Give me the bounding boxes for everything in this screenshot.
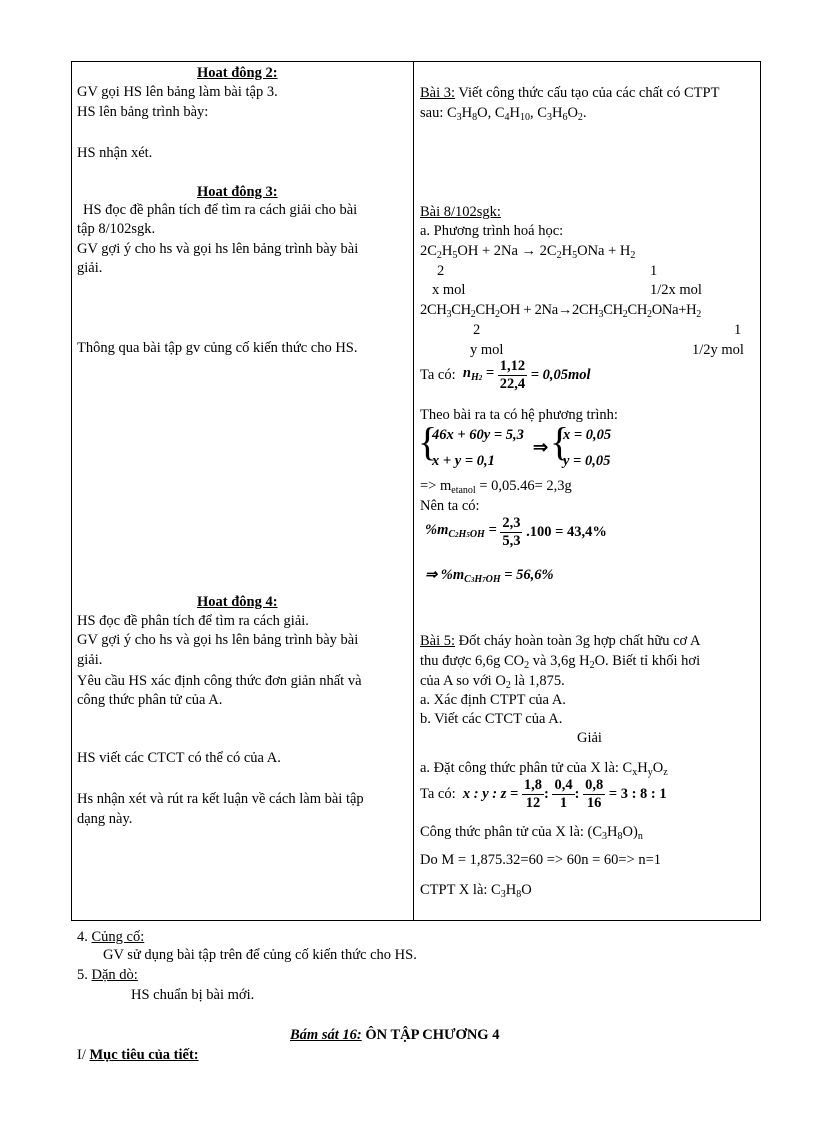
objectives-heading: I/ Mục tiêu của tiết: (77, 1047, 199, 1063)
left-text: dạng này. (77, 811, 133, 827)
exercise-8-heading: Bài 8/102sgk: (420, 204, 501, 220)
exercise-5-line-2: thu được 6,6g $CO_2$ và 3,6g $H_2O$. Biết tỉ khối hơi (420, 653, 701, 671)
exercise-5-line-1: Bài 5: Đốt cháy hoàn toàn 3g hợp chất hữu cơ A (420, 633, 701, 649)
right-text: CTPT X là: $C_3H_8O$ (420, 882, 532, 900)
mol-label: 1/2x mol (650, 282, 702, 298)
left-text: HS viết các CTCT có thể có của A. (77, 750, 281, 766)
right-text: Theo bài ra ta có hệ phương trình: (420, 407, 618, 423)
solution-x: x = 0,05 (563, 427, 612, 443)
left-text: GV gợi ý cho hs và gọi hs lên bảng trình bày bài (77, 241, 359, 257)
left-text: Hs nhận xét và rút ra kết luận về cách làm bài tập (77, 791, 364, 807)
consolidation-heading: 4. Củng cố: (77, 929, 145, 945)
moles-h2-formula: Ta có: $n_{H2}$ = $\frac{1,12}{22,4}$ = 0,05mol (420, 358, 591, 392)
left-text: giải. (77, 652, 103, 668)
right-text: b. Viết các CTCT của A. (420, 711, 563, 727)
percent-ethanol-formula: $\%m_{C2H5OH}$ = $\frac{2,3}{5,3}$ .100 = 43,4% (425, 515, 607, 549)
activity-3-heading: Hoat đông 3: (197, 184, 278, 200)
system-eq-1: 46x + 60y = 5,3 (432, 427, 524, 443)
right-text: a. Xác định CTPT của A. (420, 692, 566, 708)
left-text: tập 8/102sgk. (77, 221, 156, 237)
ratio-formula: Ta có: x : y : z = $\frac{1,8}{12}$ : $\frac{0,4}{1}$ : $\frac{0,8}{16}$ = 3 : 8 : 1 (420, 777, 667, 811)
left-text: HS lên bảng trình bày: (77, 104, 209, 120)
left-text: HS đọc đề phân tích để tìm ra cách giải. (77, 613, 309, 629)
left-text: công thức phân tử của A. (77, 692, 223, 708)
left-text: giải. (77, 260, 103, 276)
solution-brace: { (550, 419, 570, 464)
implies-arrow: ⇒ (533, 437, 549, 457)
mol-label: y mol (470, 342, 504, 358)
right-text: Công thức phân tử của X là: $(C_3H_8O)_n$ (420, 824, 643, 842)
mol-label: x mol (432, 282, 466, 298)
system-eq-2: x + y = 0,1 (432, 453, 495, 469)
right-text: Nên ta có: (420, 498, 480, 514)
activity-4-heading: Hoat đông 4: (197, 594, 278, 610)
activity-2-heading: Hoat đông 2: (197, 65, 278, 81)
right-text: a. Đặt công thức phân tử của X là: $C_xH_yO_z$ (420, 760, 668, 778)
homework-heading: 5. Dặn dò: (77, 967, 138, 983)
homework-text: HS chuẩn bị bài mới. (131, 987, 255, 1003)
exercise-3-line: Bài 3: Viết công thức cấu tạo của các chất có CTPT (420, 85, 720, 101)
reaction-equation-2: $2CH_3CH_2CH_2OH + 2Na\to 2CH_3CH_2CH_2ONa+H_2$ (420, 302, 701, 320)
right-text: Do M = 1,875.32=60 => 60n = 60=> n=1 (420, 852, 662, 868)
system-brace: { (418, 419, 438, 464)
reaction-equation-1: $2C_2H_5OH + 2Na \to 2C_2H_5ONa + H_2$ (420, 243, 636, 261)
coef: 1 (650, 263, 658, 279)
section-title: Bám sát 16: ÔN TẬP CHƯƠNG 4 (290, 1027, 500, 1043)
left-text: Yêu cầu HS xác định công thức đơn giản nhất và (77, 673, 362, 689)
left-text: GV gọi HS lên bảng làm bài tập 3. (77, 84, 278, 100)
solution-y: y = 0,05 (563, 453, 611, 469)
solution-heading: Giải (577, 730, 602, 746)
consolidation-text: GV sử dụng bài tập trên để củng cố kiến thức cho HS. (103, 947, 417, 963)
coef: 2 (437, 263, 445, 279)
left-text: HS nhận xét. (77, 145, 153, 161)
left-text: GV gợi ý cho hs và gọi hs lên bảng trình bày bài (77, 632, 359, 648)
mol-label: 1/2y mol (692, 342, 744, 358)
left-text: Thông qua bài tập gv củng cố kiến thức cho HS. (77, 340, 358, 356)
coef: 1 (734, 322, 742, 338)
percent-propanol-formula: ⇒ $\%m_{C3H7OH} = 56,6\%$ (425, 567, 554, 585)
exercise-3-formulas: sau: $C_3H_8O$, $C_4H_{10}$, $C_3H_6O_2$. (420, 105, 587, 123)
table-column-divider (413, 61, 414, 921)
left-text: HS đọc đề phân tích để tìm ra cách giải cho bài (83, 202, 358, 218)
mass-ethanol: => $m_{etanol} = 0,05.46= 2,3g$ (420, 478, 572, 496)
right-text: a. Phương trình hoá học: (420, 223, 564, 239)
coef: 2 (473, 322, 481, 338)
exercise-5-line-3: của A so với $O_2$ là 1,875. (420, 673, 565, 691)
